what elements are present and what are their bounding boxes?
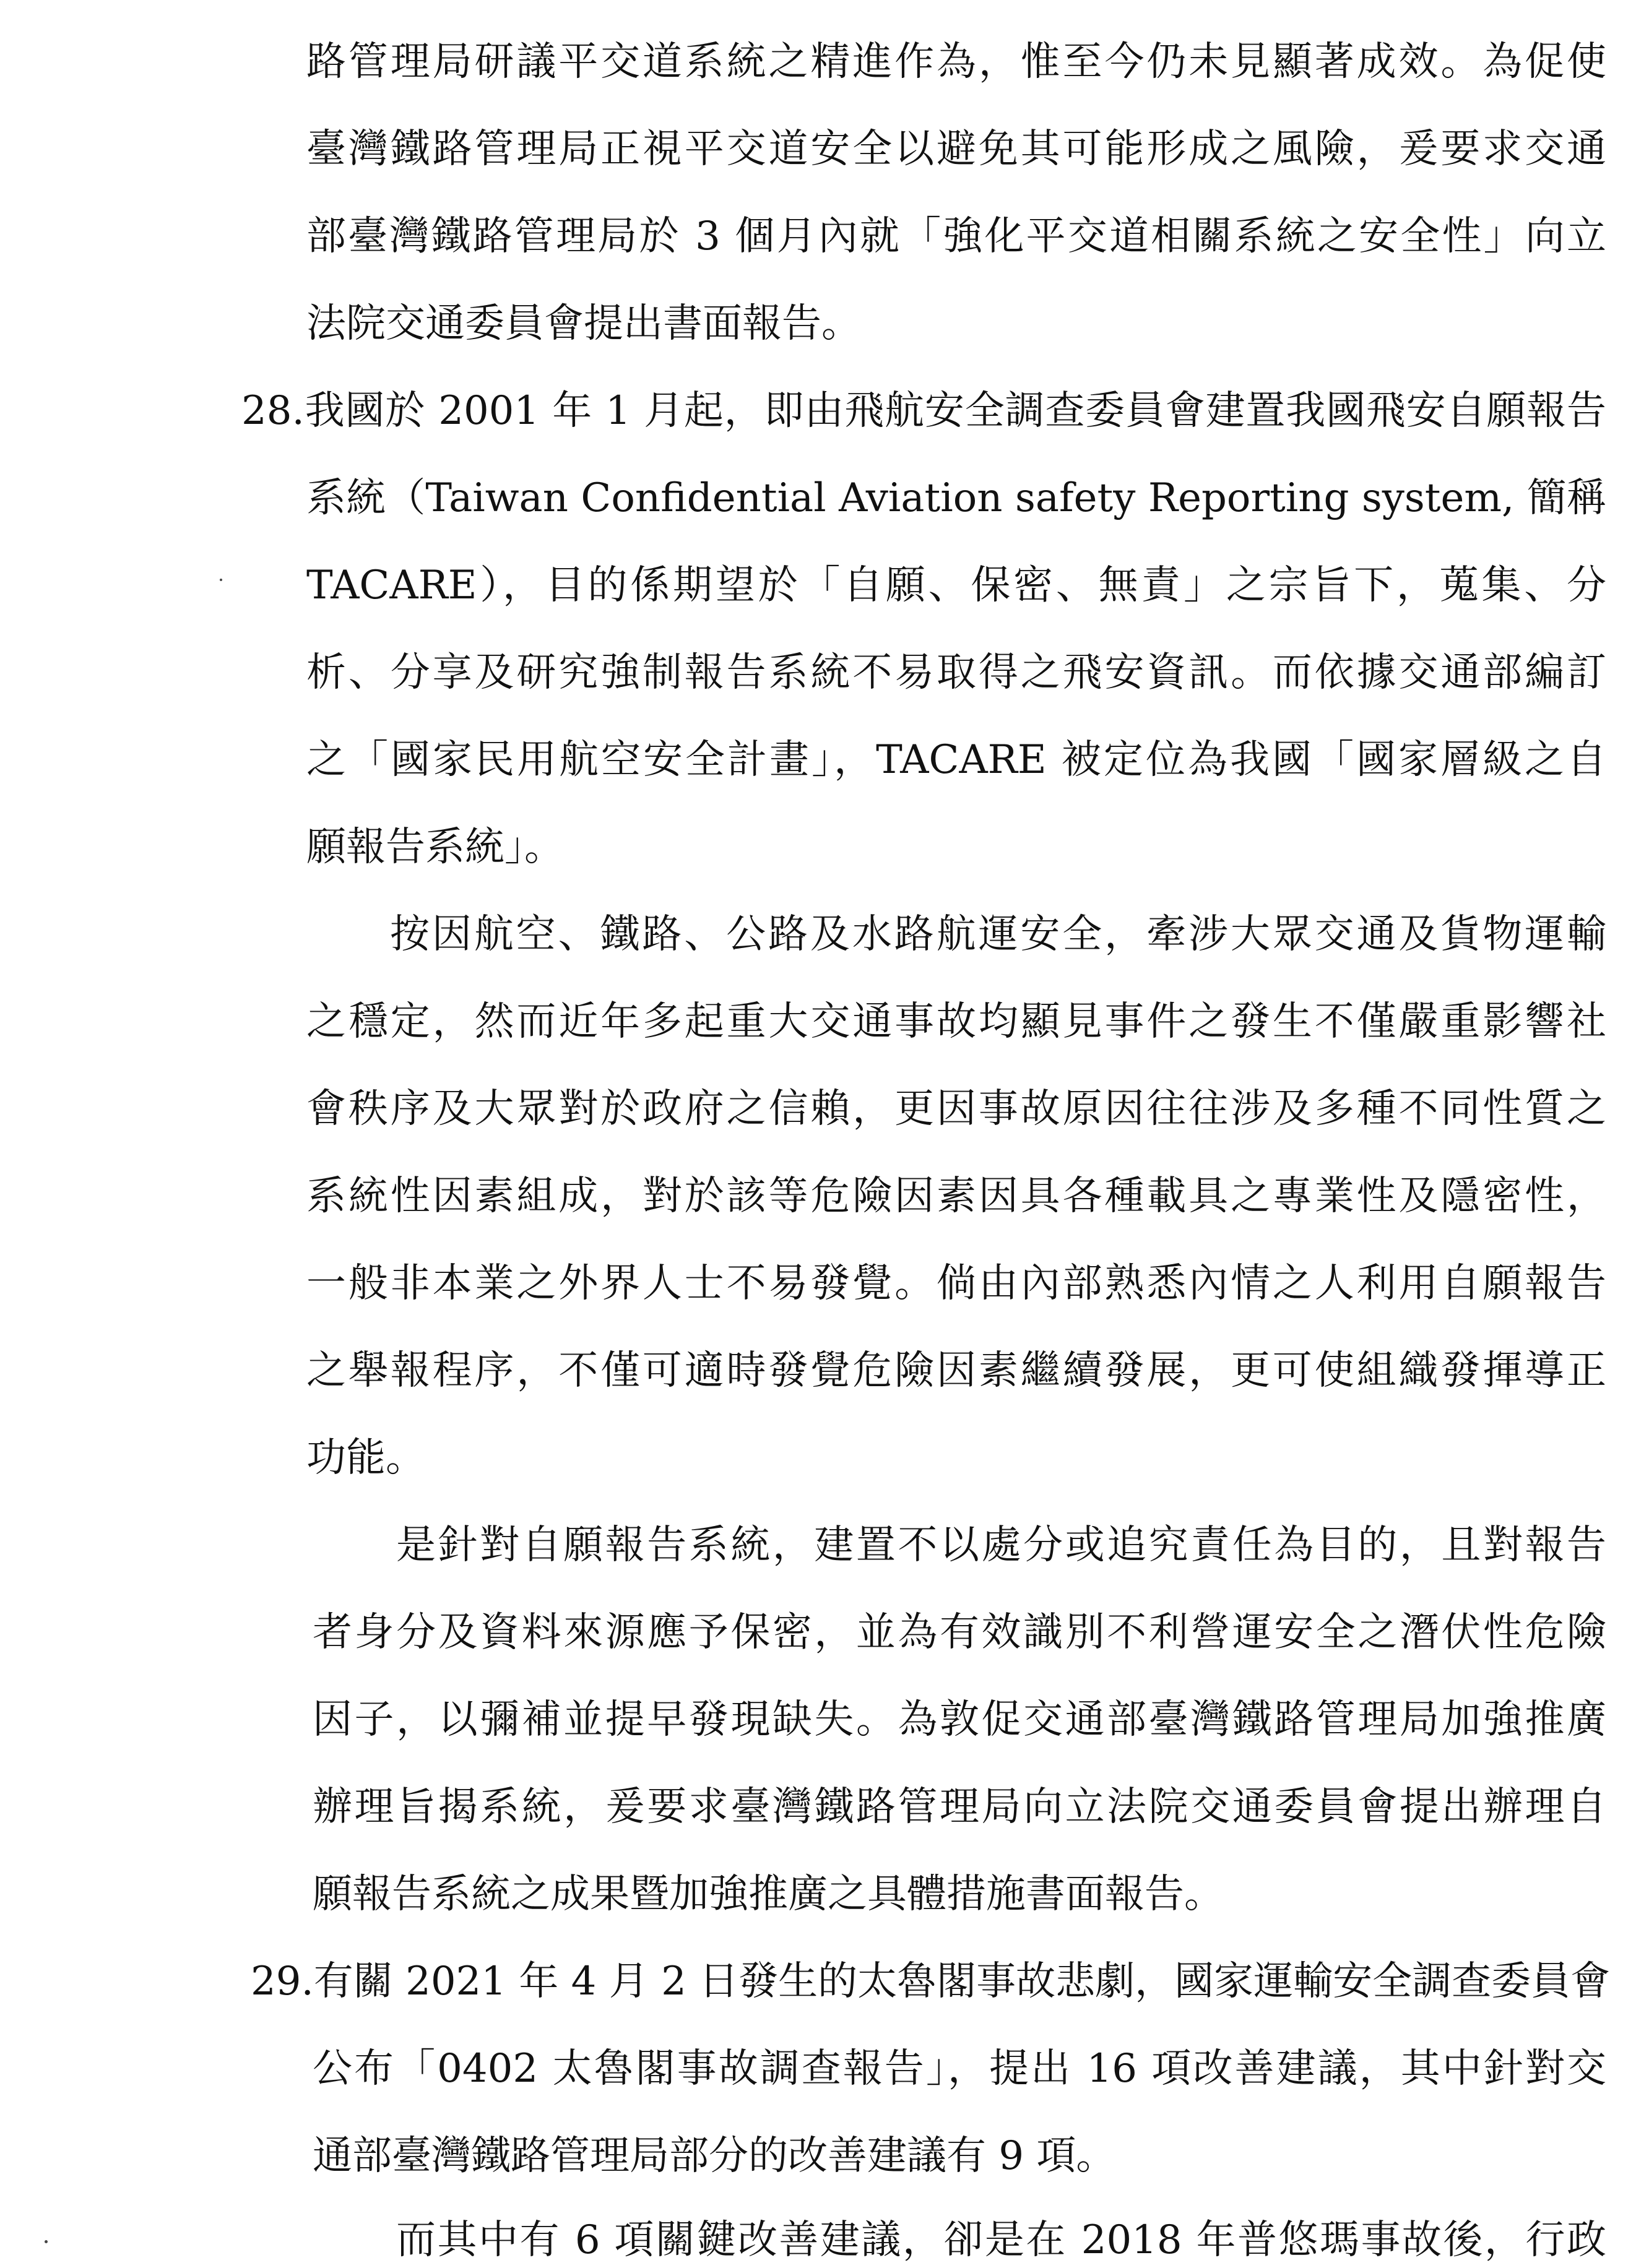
text-line: 法院交通委員會提出書面報告。: [306, 301, 861, 347]
text-line: 公布「0402 太魯閣事故調查報告」，提出 16 項改善建議，其中針對交: [313, 2046, 1606, 2092]
text-line: 會秩序及大眾對於政府之信賴，更因事故原因往往涉及多種不同性質之: [306, 1086, 1606, 1132]
text-line: 願報告系統之成果暨加強推廣之具體措施書面報告。: [313, 1871, 1224, 1917]
paragraph-first-line: 而其中有 6 項關鍵改善建議，卻是在 2018 年普悠瑪事故後，行政: [396, 2217, 1606, 2263]
text-line: 臺灣鐵路管理局正視平交道安全以避免其可能形成之風險，爰要求交通: [306, 126, 1606, 172]
text-line: 之舉報程序，不僅可適時發覺危險因素繼續發展，更可使組織發揮導正: [306, 1348, 1606, 1394]
list-item-28-first-line: 28.我國於 2001 年 1 月起，即由飛航安全調查委員會建置我國飛安自願報告: [241, 388, 1606, 434]
text-line: 系統性因素組成，對於該等危險因素因具各種載具之專業性及隱密性，: [306, 1173, 1606, 1219]
text-line: 路管理局研議平交道系統之精進作為，惟至今仍未見顯著成效。為促使: [306, 39, 1606, 85]
text-line: 功能。: [306, 1435, 425, 1481]
text-line: 析、分享及研究強制報告系統不易取得之飛安資訊。而依據交通部編訂: [306, 650, 1606, 696]
text-line: 通部臺灣鐵路管理局部分的改善建議有 9 項。: [313, 2133, 1116, 2179]
scan-speck: [45, 2240, 48, 2243]
text-line: 系統（Taiwan Confidential Aviation safety Reporting system, 簡稱: [306, 475, 1606, 521]
text-line: 之穩定，然而近年多起重大交通事故均顯見事件之發生不僅嚴重影響社: [306, 999, 1606, 1045]
text-line: 願報告系統」。: [306, 824, 564, 870]
text-line: 一般非本業之外界人士不易發覺。倘由內部熟悉內情之人利用自願報告: [306, 1261, 1606, 1306]
text-line: 者身分及資料來源應予保密，並為有效識別不利營運安全之潛伏性危險: [313, 1610, 1606, 1655]
text-line: 部臺灣鐵路管理局於 3 個月內就「強化平交道相關系統之安全性」向立: [306, 213, 1606, 259]
text-line: 因子，以彌補並提早發現缺失。為敦促交通部臺灣鐵路管理局加強推廣: [313, 1697, 1606, 1743]
text-line: 辦理旨揭系統，爰要求臺灣鐵路管理局向立法院交通委員會提出辦理自: [313, 1784, 1606, 1830]
text-line: 之「國家民用航空安全計畫」，TACARE 被定位為我國「國家層級之自: [306, 737, 1606, 783]
paragraph-first-line: 按因航空、鐵路、公路及水路航運安全，牽涉大眾交通及貨物運輸: [390, 912, 1606, 957]
text-line: TACARE），目的係期望於「自願、保密、無責」之宗旨下，蒐集、分: [306, 563, 1606, 608]
list-item-29-first-line: 29.有關 2021 年 4 月 2 日發生的太魯閣事故悲劇，國家運輸安全調查委員會: [251, 1959, 1611, 2004]
paragraph-first-line: 是針對自願報告系統，建置不以處分或追究責任為目的，且對報告: [396, 1522, 1606, 1568]
scan-speck: [220, 579, 222, 581]
